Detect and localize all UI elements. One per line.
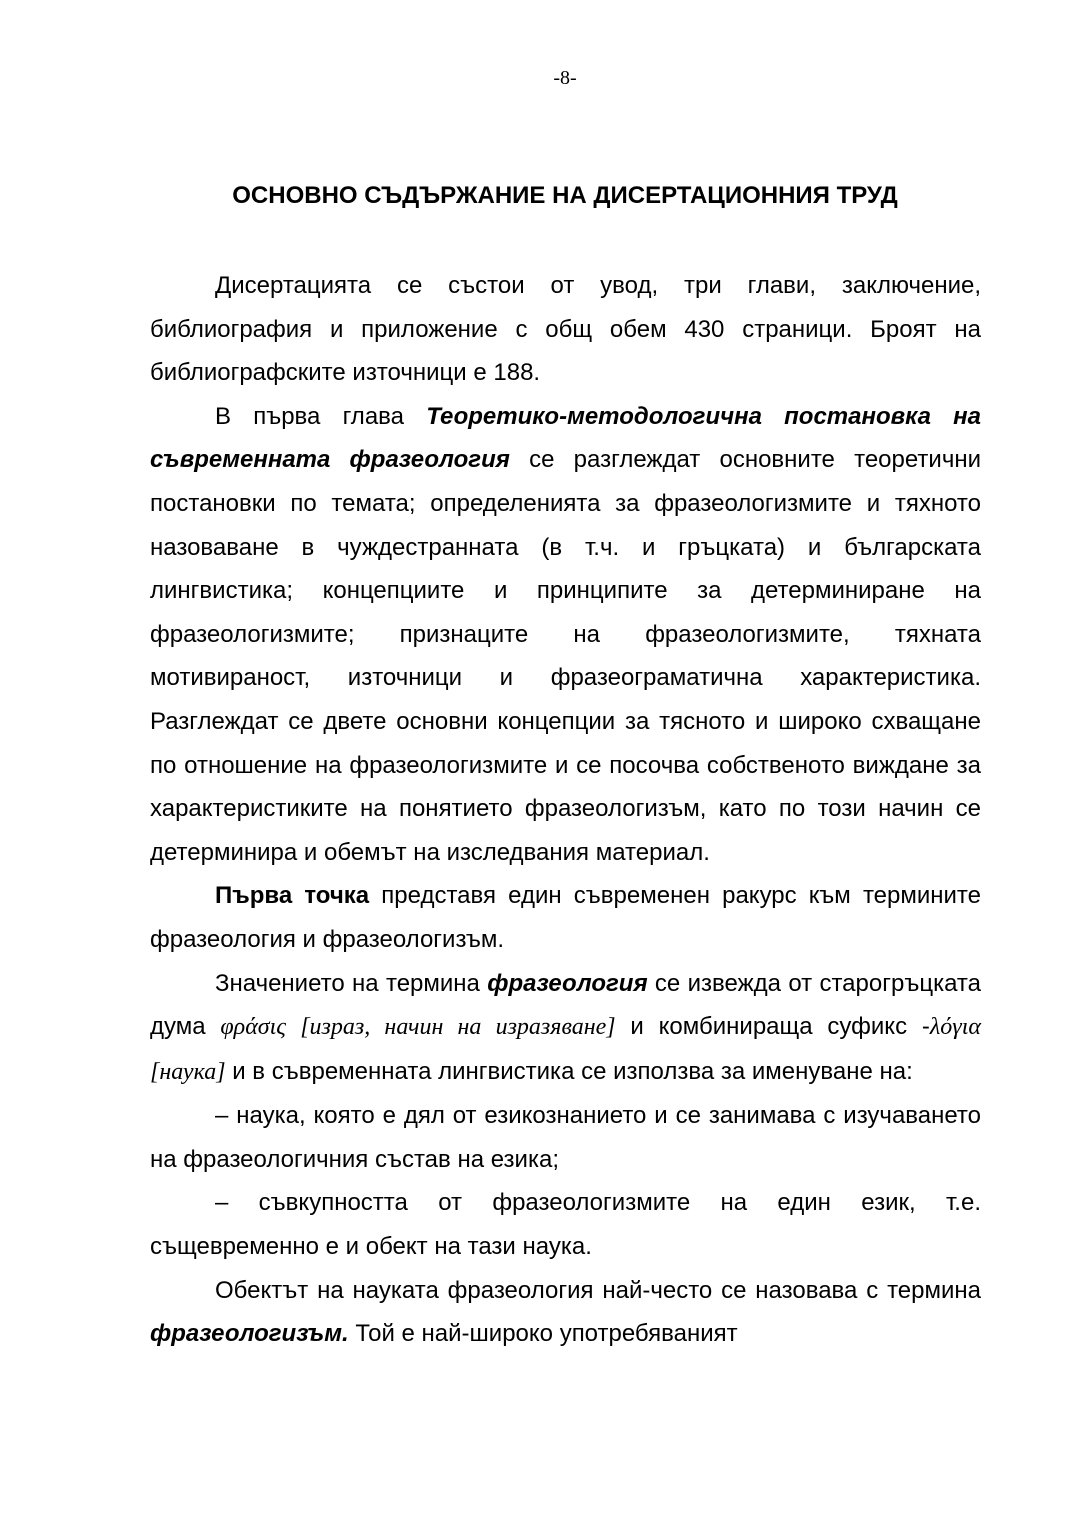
page-number: -8- [553, 67, 577, 89]
paragraph-4-lead: Значението на термина [215, 969, 488, 997]
paragraph-4-rest: и в съвременната лингвистика се използва за именуване на: [225, 1057, 913, 1085]
paragraph-3 [150, 874, 981, 961]
paragraph-2 [150, 395, 981, 875]
greek-phrasis: φράσις [израз, начин на изразяване] [220, 1014, 616, 1041]
term-phraseologism-emphasis: фразеологизъм. [150, 1320, 349, 1348]
paragraph-7-lead: Обектът на науката фразеология най-често се назовава с термина [215, 1276, 981, 1304]
paragraph-5: – наука, която е дял от езикознанието и се занимава с изучаването на фразеологичния състав на езика; [150, 1102, 981, 1173]
greek-logia: λόγια [наука] [150, 1014, 982, 1085]
body-text [150, 264, 981, 1356]
paragraph-2-rest: се разглеждат основните теоретични постановки по темата; определенията за фразеологизмите и тяхното назоваване в чуждестранната (в т.ч. и гръцката) и българската лингвистика; концепциите и принципите за детерминиране на фразеологизмите; признаците на фразеологизмите, тяхната мотивираност, източници и фразеограматична характеристика. Разглеждат се двете основни концепции за тясното и широко схващане по отношение на фразеологизмите и се посочва собственото виждане за характеристиките на понятието фразеологизъм, като по този начин се детерминира и обемът на изследвания материал. [150, 446, 981, 866]
paragraph-7 [150, 1269, 981, 1356]
paragraph-4-mid1: се извежда от старогръцката дума [150, 969, 981, 1041]
paragraph-2-lead: В първа глава [215, 402, 427, 430]
chapter-title-emphasis: Теоретико-методологична постановка на съвременната фразеология [150, 402, 981, 474]
paragraph-6: – съвкупността от фразеологизмите на един език, т.е. същевременно е и обект на тази наука. [150, 1189, 981, 1261]
term-phraseology-emphasis: фразеология [487, 969, 648, 997]
paragraph-4-mid2: и комбинираща суфикс - [615, 1013, 930, 1041]
paragraph-1: Дисертацията се състои от увод, три глави, заключение, библиография и приложение с общ обем 430 страници. Броят на библиографските източници е 188. [150, 272, 981, 387]
page-heading: ОСНОВНО СЪДЪРЖАНИЕ НА ДИСЕРТАЦИОННИЯ ТРУД [232, 182, 898, 209]
paragraph-4 [150, 962, 981, 1095]
paragraph-3-rest: представя един съвременен ракурс към термините фразеология и фразеологизъм. [150, 882, 981, 953]
paragraph-7-rest: Той е най-широко употребяваният [348, 1320, 738, 1348]
first-point-emphasis: Първа точка [215, 882, 370, 910]
